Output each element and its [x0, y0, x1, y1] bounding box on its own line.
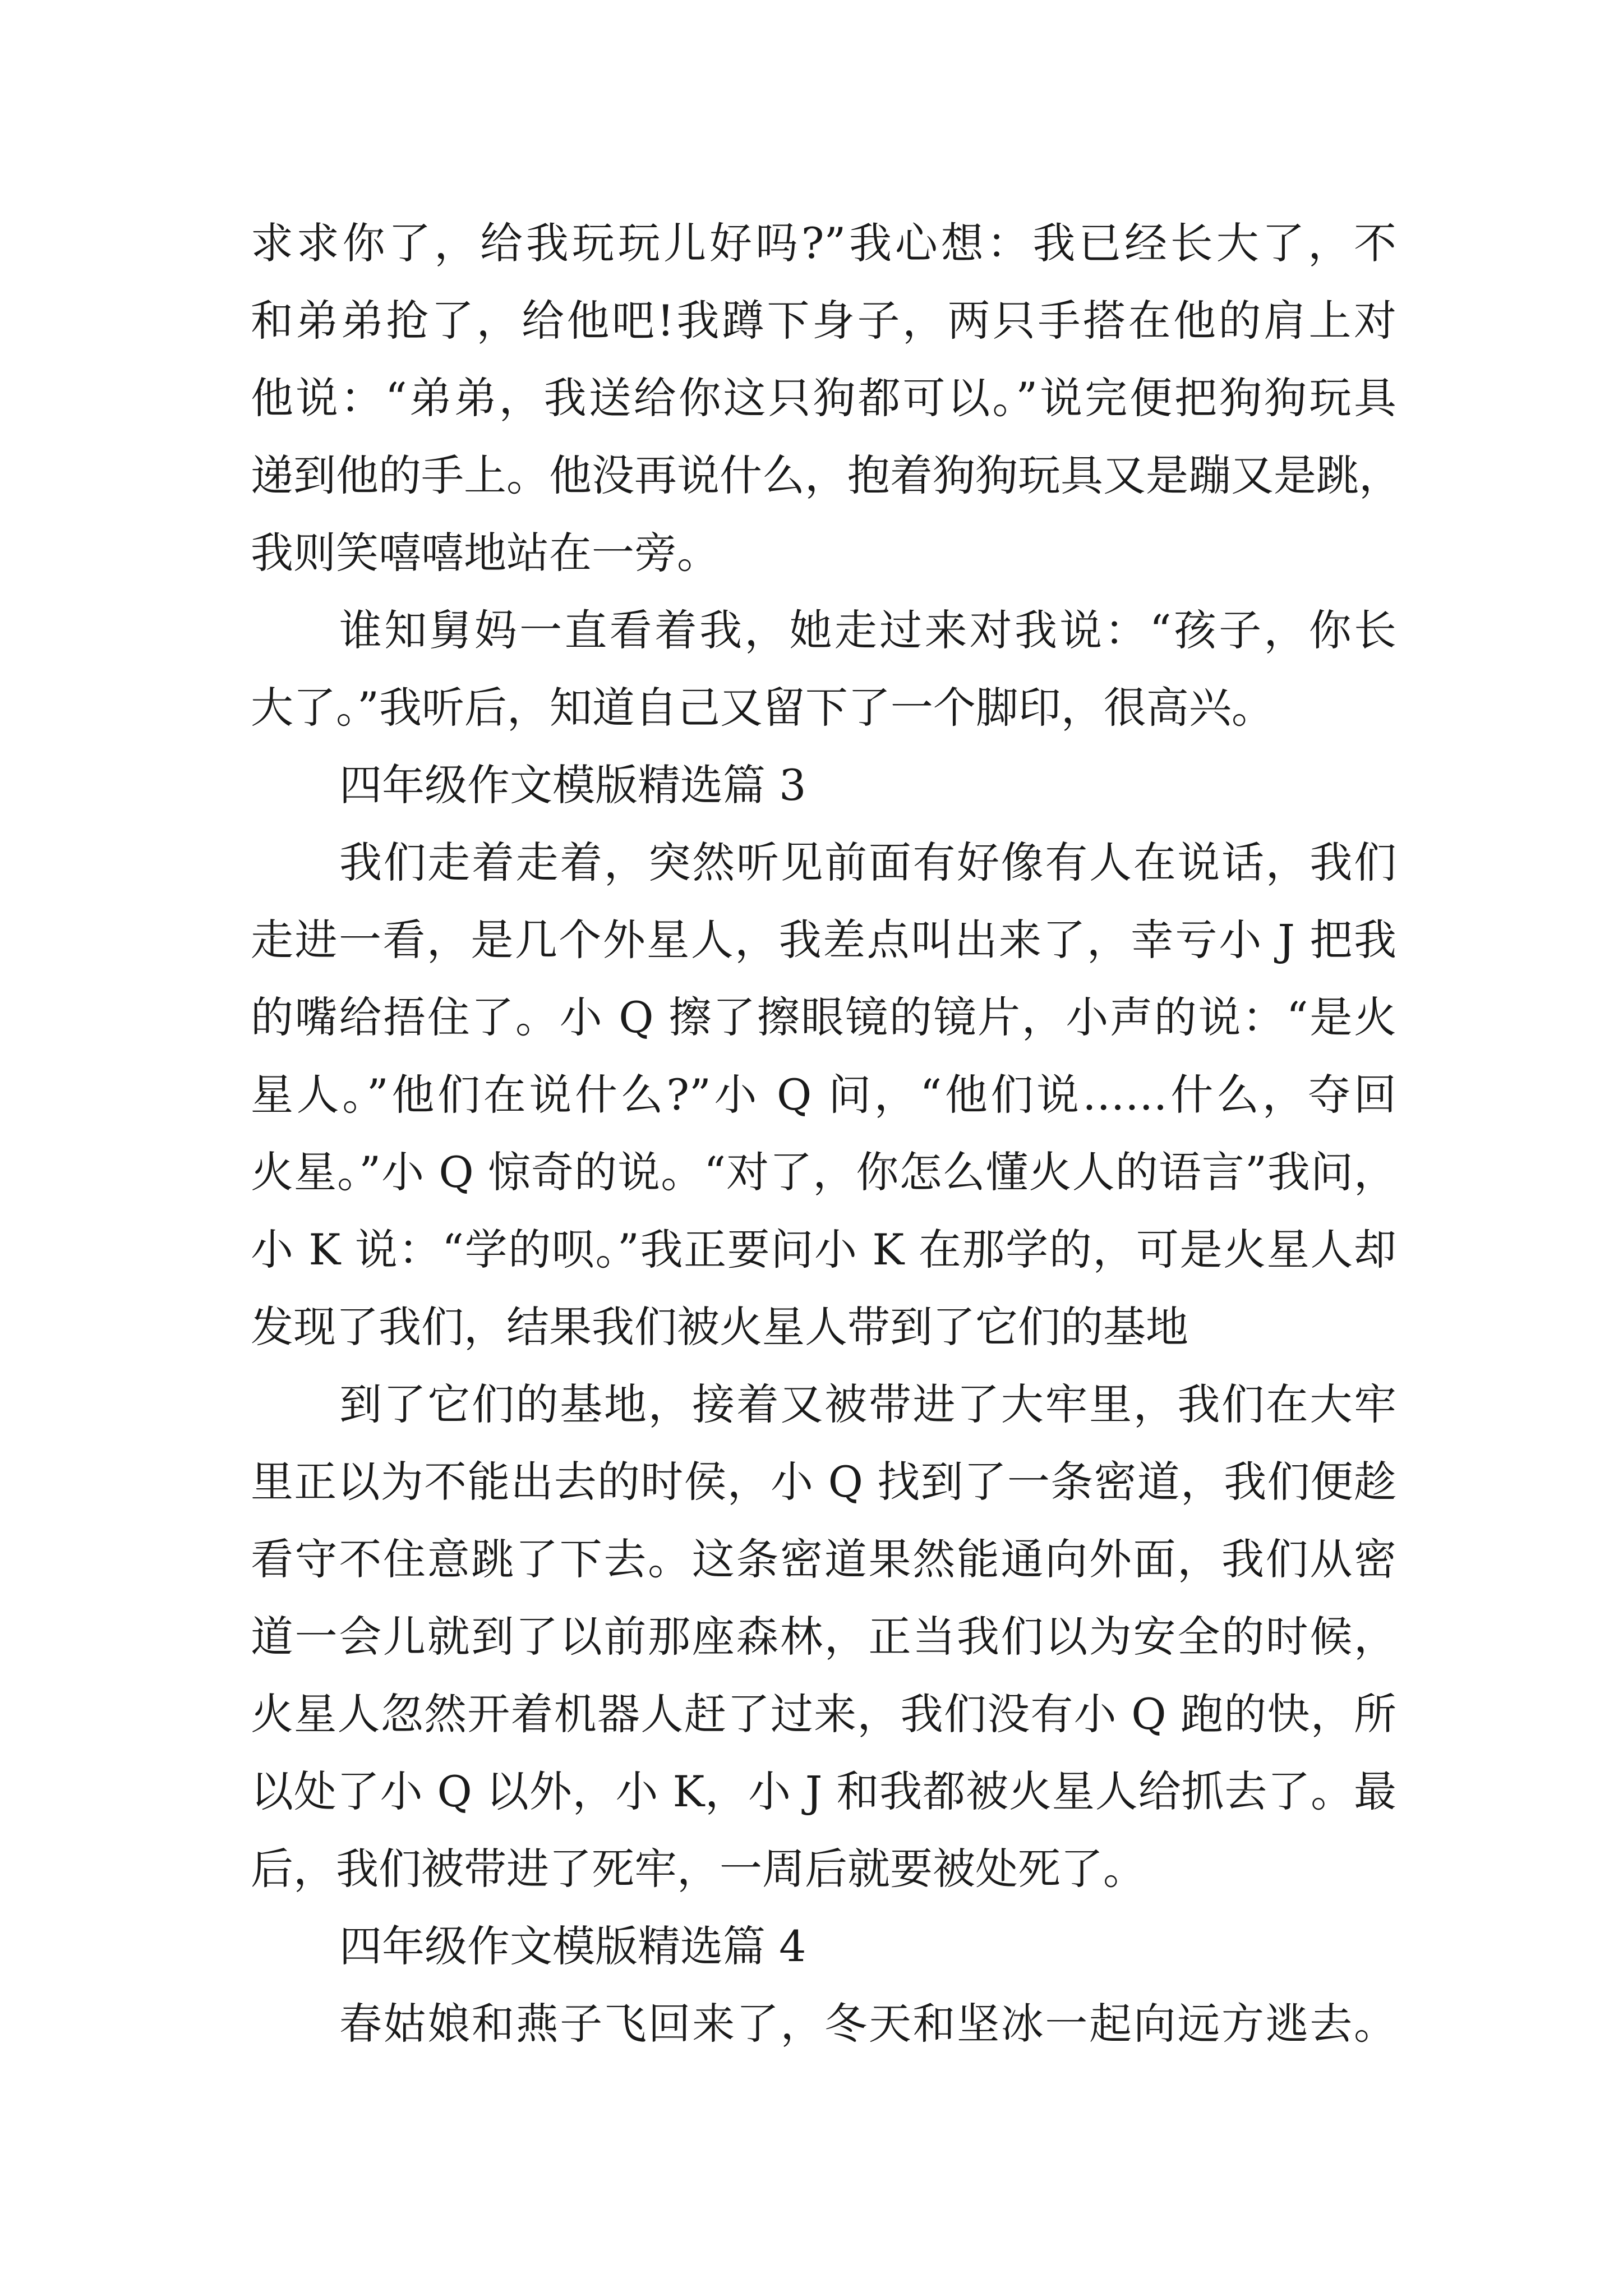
paragraph-line: 春姑娘和燕子飞回来了，冬天和坚冰一起向远方逃去。 — [339, 1999, 1396, 2049]
paragraph — [251, 205, 1401, 592]
paragraph — [251, 1985, 1396, 2063]
paragraph-line: 火星。”小 Q 惊奇的说。“对了，你怎么懂火人的语言”我问， — [251, 1147, 1396, 1197]
paragraph-line: 发现了我们，结果我们被火星人带到了它们的基地 — [251, 1302, 1188, 1352]
paragraph-line: 后，我们被带进了死牢，一周后就要被处死了。 — [251, 1844, 1146, 1894]
paragraph-line: 星人。”他们在说什么?”小 Q 问，“他们说……什么，夺回 — [251, 1070, 1396, 1120]
paragraph-line: 求求你了，给我玩玩儿好吗?”我心想：我已经长大了，不 — [251, 218, 1396, 268]
paragraph-line: 走进一看，是几个外星人，我差点叫出来了，幸亏小 J 把我 — [251, 915, 1396, 965]
text-column — [251, 205, 1401, 2063]
paragraph-line: 到了它们的基地，接着又被带进了大牢里，我们在大牢 — [339, 1379, 1396, 1429]
paragraph-line: 谁知舅妈一直看着我，她走过来对我说：“孩子，你长 — [339, 605, 1396, 655]
paragraph-line: 的嘴给捂住了。小 Q 擦了擦眼镜的镜片，小声的说：“是火 — [251, 992, 1396, 1042]
paragraph-line: 里正以为不能出去的时侯，小 Q 找到了一条密道，我们便趁 — [251, 1457, 1396, 1507]
paragraph — [251, 824, 1396, 1366]
paragraph-line: 和弟弟抢了，给他吧!我蹲下身子，两只手搭在他的肩上对 — [251, 296, 1396, 346]
paragraph-line: 我则笑嘻嘻地站在一旁。 — [251, 528, 720, 578]
paragraph — [251, 592, 1396, 747]
paragraph-line: 看守不住意跳了下去。这条密道果然能通向外面，我们从密 — [251, 1534, 1396, 1584]
paragraph-line: 小 K 说：“学的呗。”我正要问小 K 在那学的，可是火星人却 — [251, 1225, 1396, 1274]
paragraph — [251, 1366, 1396, 1908]
paragraph-line: 道一会儿就到了以前那座森林，正当我们以为安全的时候， — [251, 1612, 1396, 1662]
paragraph-line: 他说：“弟弟，我送给你这只狗都可以。”说完便把狗狗玩具 — [251, 373, 1396, 423]
paragraph-line: 大了。”我听后，知道自己又留下了一个脚印，很高兴。 — [251, 683, 1274, 733]
section-heading: 四年级作文模版精选篇 4 — [339, 1921, 806, 1971]
paragraph-line: 递到他的手上。他没再说什么，抱着狗狗玩具又是蹦又是跳， — [251, 450, 1401, 500]
paragraph-line: 以处了小 Q 以外，小 K，小 J 和我都被火星人给抓去了。最 — [251, 1766, 1396, 1816]
paragraph-line: 我们走着走着，突然听见前面有好像有人在说话，我们 — [339, 838, 1396, 887]
paragraph-line: 火星人忽然开着机器人赶了过来，我们没有小 Q 跑的快，所 — [251, 1689, 1396, 1739]
section-heading: 四年级作文模版精选篇 3 — [339, 760, 806, 810]
